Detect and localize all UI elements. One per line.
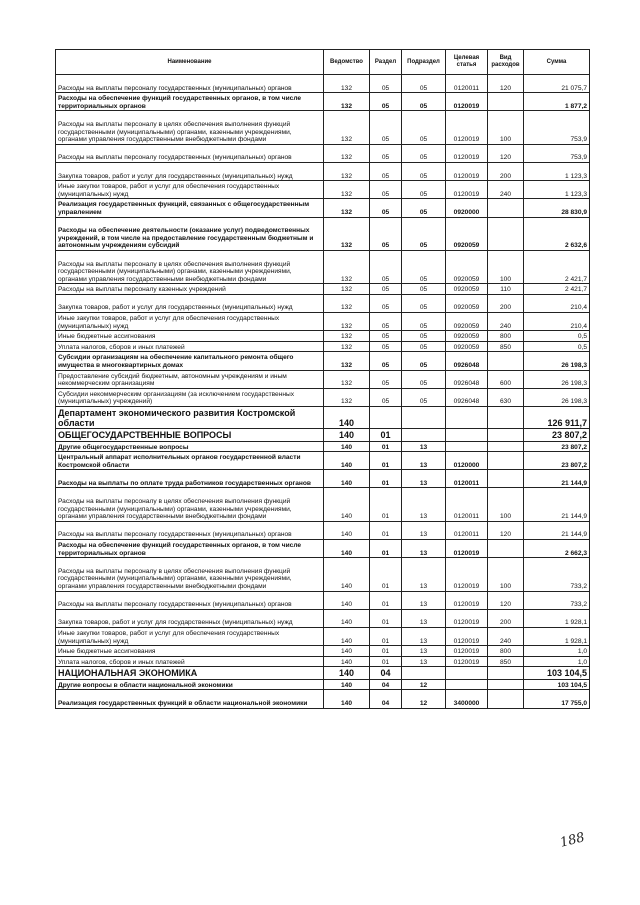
- cell-type: 850: [488, 341, 524, 352]
- cell-target: 3400000: [446, 690, 488, 708]
- cell-section: 01: [370, 646, 402, 657]
- cell-section: 05: [370, 75, 402, 93]
- header-type: Вид расходов: [488, 50, 524, 75]
- cell-dept: 132: [324, 331, 370, 342]
- cell-name: Закупка товаров, работ и услуг для государственных (муниципальных) нужд: [56, 294, 324, 312]
- cell-section: 05: [370, 181, 402, 199]
- cell-sum: 21 144,9: [524, 488, 590, 521]
- cell-name: Субсидии организациям на обеспечение капитального ремонта общего имущества в многоквартирных домах: [56, 352, 324, 370]
- cell-sum: 126 911,7: [524, 407, 590, 429]
- table-row: [56, 690, 590, 708]
- header-sum: Сумма: [524, 50, 590, 75]
- cell-type: [488, 540, 524, 558]
- cell-dept: 140: [324, 609, 370, 627]
- cell-target: 0120019: [446, 558, 488, 591]
- cell-target: 0120019: [446, 162, 488, 180]
- cell-dept: 132: [324, 313, 370, 331]
- cell-name: Закупка товаров, работ и услуг для государственных (муниципальных) нужд: [56, 162, 324, 180]
- table-row: [56, 441, 590, 452]
- cell-type: 100: [488, 250, 524, 283]
- cell-dept: 140: [324, 656, 370, 667]
- cell-type: [488, 690, 524, 708]
- cell-dept: 140: [324, 558, 370, 591]
- budget-document: [55, 49, 590, 709]
- cell-sum: 26 198,3: [524, 352, 590, 370]
- cell-subsection: 13: [402, 470, 446, 488]
- cell-subsection: 05: [402, 199, 446, 217]
- cell-sum: 103 104,5: [524, 679, 590, 690]
- cell-type: [488, 407, 524, 429]
- cell-target: 0926048: [446, 388, 488, 406]
- table-row: [56, 628, 590, 646]
- cell-sum: 26 198,3: [524, 388, 590, 406]
- cell-section: 01: [370, 591, 402, 609]
- cell-section: 04: [370, 667, 402, 680]
- cell-dept: 140: [324, 429, 370, 442]
- cell-target: 0920059: [446, 284, 488, 295]
- cell-section: 05: [370, 93, 402, 111]
- table-row: [56, 341, 590, 352]
- header-dept: Ведомство: [324, 50, 370, 75]
- cell-target: 0920059: [446, 341, 488, 352]
- table-row: [56, 470, 590, 488]
- table-row: [56, 352, 590, 370]
- cell-section: 01: [370, 656, 402, 667]
- cell-section: 05: [370, 250, 402, 283]
- cell-name: Другие вопросы в области национальной экономики: [56, 679, 324, 690]
- cell-type: [488, 352, 524, 370]
- table-row: [56, 313, 590, 331]
- cell-type: [488, 217, 524, 250]
- cell-name: Реализация государственных функций в области национальной экономики: [56, 690, 324, 708]
- cell-subsection: 05: [402, 250, 446, 283]
- cell-sum: 28 830,9: [524, 199, 590, 217]
- cell-subsection: 13: [402, 488, 446, 521]
- cell-name: Расходы на обеспечение деятельности (оказание услуг) подведомственных учреждений, в том числе на предоставление государственным бюджетным и автономным учреждениям субсидий: [56, 217, 324, 250]
- cell-sum: 753,9: [524, 144, 590, 162]
- cell-subsection: 13: [402, 656, 446, 667]
- cell-dept: 132: [324, 199, 370, 217]
- cell-name: Другие общегосударственные вопросы: [56, 441, 324, 452]
- cell-subsection: 13: [402, 441, 446, 452]
- header-name: Наименование: [56, 50, 324, 75]
- cell-name: Иные закупки товаров, работ и услуг для обеспечения государственных (муниципальных) нужд: [56, 181, 324, 199]
- cell-subsection: 05: [402, 162, 446, 180]
- cell-dept: 140: [324, 452, 370, 470]
- cell-type: [488, 470, 524, 488]
- table-row: [56, 591, 590, 609]
- table-row: [56, 407, 590, 429]
- table-row: [56, 294, 590, 312]
- cell-type: [488, 429, 524, 442]
- table-row: [56, 111, 590, 144]
- cell-sum: 23 807,2: [524, 452, 590, 470]
- cell-type: 120: [488, 144, 524, 162]
- table-row: [56, 199, 590, 217]
- cell-name: Расходы на обеспечение функций государственных органов, в том числе территориальных органов: [56, 540, 324, 558]
- cell-name: Предоставление субсидий бюджетным, автономным учреждениям и иным некоммерческим организациям: [56, 370, 324, 388]
- cell-subsection: 13: [402, 609, 446, 627]
- cell-section: 01: [370, 609, 402, 627]
- cell-sum: 103 104,5: [524, 667, 590, 680]
- cell-section: 05: [370, 199, 402, 217]
- cell-subsection: [402, 407, 446, 429]
- table-row: [56, 679, 590, 690]
- cell-name: Иные бюджетные ассигнования: [56, 646, 324, 657]
- cell-section: 01: [370, 452, 402, 470]
- cell-subsection: 05: [402, 93, 446, 111]
- cell-name: Расходы на обеспечение функций государственных органов, в том числе территориальных органов: [56, 93, 324, 111]
- cell-name: Расходы на выплаты персоналу в целях обеспечения выполнения функций государственными (муниципальными) органами, казенными учреждениями, органами управления государственными внебюджетными фондами: [56, 111, 324, 144]
- table-row: [56, 558, 590, 591]
- cell-subsection: 05: [402, 144, 446, 162]
- cell-target: 0120019: [446, 144, 488, 162]
- cell-subsection: 05: [402, 284, 446, 295]
- cell-type: 600: [488, 370, 524, 388]
- cell-subsection: 13: [402, 646, 446, 657]
- cell-target: 0120019: [446, 111, 488, 144]
- cell-section: 01: [370, 540, 402, 558]
- cell-dept: 140: [324, 690, 370, 708]
- cell-target: 0120019: [446, 609, 488, 627]
- cell-target: 0120019: [446, 591, 488, 609]
- cell-dept: 140: [324, 628, 370, 646]
- cell-name: НАЦИОНАЛЬНАЯ ЭКОНОМИКА: [56, 667, 324, 680]
- cell-target: 0920059: [446, 217, 488, 250]
- cell-type: 200: [488, 609, 524, 627]
- cell-name: Центральный аппарат исполнительных органов государственной власти Костромской области: [56, 452, 324, 470]
- cell-dept: 132: [324, 181, 370, 199]
- table-row: [56, 217, 590, 250]
- cell-name: Расходы на выплаты персоналу государственных (муниципальных) органов: [56, 75, 324, 93]
- cell-dept: 140: [324, 540, 370, 558]
- budget-table: [55, 49, 590, 709]
- table-row: [56, 93, 590, 111]
- cell-type: 240: [488, 628, 524, 646]
- cell-section: 04: [370, 690, 402, 708]
- cell-dept: 132: [324, 294, 370, 312]
- cell-section: 05: [370, 284, 402, 295]
- cell-target: [446, 441, 488, 452]
- cell-subsection: 05: [402, 352, 446, 370]
- cell-subsection: [402, 667, 446, 680]
- cell-section: 05: [370, 370, 402, 388]
- cell-name: Иные бюджетные ассигнования: [56, 331, 324, 342]
- cell-subsection: 13: [402, 521, 446, 539]
- table-row: [56, 488, 590, 521]
- cell-subsection: 13: [402, 452, 446, 470]
- cell-type: 800: [488, 331, 524, 342]
- cell-target: [446, 667, 488, 680]
- table-row: [56, 331, 590, 342]
- cell-name: Реализация государственных функций, связанных с общегосударственным управлением: [56, 199, 324, 217]
- cell-target: 0120019: [446, 181, 488, 199]
- cell-dept: 132: [324, 217, 370, 250]
- table-row: [56, 609, 590, 627]
- cell-target: 0920059: [446, 294, 488, 312]
- cell-subsection: 05: [402, 217, 446, 250]
- cell-section: 05: [370, 144, 402, 162]
- cell-section: 01: [370, 488, 402, 521]
- cell-section: 01: [370, 628, 402, 646]
- cell-sum: 0,5: [524, 331, 590, 342]
- cell-subsection: 05: [402, 294, 446, 312]
- cell-target: 0920000: [446, 199, 488, 217]
- cell-sum: 0,5: [524, 341, 590, 352]
- table-row: [56, 284, 590, 295]
- cell-section: [370, 407, 402, 429]
- cell-type: [488, 199, 524, 217]
- cell-dept: 132: [324, 144, 370, 162]
- cell-dept: 140: [324, 591, 370, 609]
- table-row: [56, 75, 590, 93]
- cell-type: [488, 679, 524, 690]
- cell-dept: 140: [324, 441, 370, 452]
- cell-name: Расходы на выплаты персоналу в целях обеспечения выполнения функций государственными (муниципальными) органами, казенными учреждениями, органами управления государственными внебюджетными фондами: [56, 488, 324, 521]
- cell-type: 100: [488, 111, 524, 144]
- cell-section: 05: [370, 111, 402, 144]
- cell-sum: 23 807,2: [524, 441, 590, 452]
- cell-dept: 132: [324, 370, 370, 388]
- cell-name: Расходы на выплаты персоналу государственных (муниципальных) органов: [56, 591, 324, 609]
- cell-sum: 210,4: [524, 294, 590, 312]
- cell-dept: 132: [324, 162, 370, 180]
- cell-name: Расходы на выплаты персоналу государственных (муниципальных) органов: [56, 144, 324, 162]
- cell-type: [488, 452, 524, 470]
- cell-sum: 753,9: [524, 111, 590, 144]
- cell-dept: 140: [324, 521, 370, 539]
- cell-subsection: 05: [402, 388, 446, 406]
- cell-subsection: 13: [402, 558, 446, 591]
- cell-name: Департамент экономического развития Костромской области: [56, 407, 324, 429]
- cell-type: 200: [488, 162, 524, 180]
- cell-target: 0120011: [446, 488, 488, 521]
- table-row: [56, 388, 590, 406]
- cell-sum: 733,2: [524, 558, 590, 591]
- cell-target: 0926048: [446, 370, 488, 388]
- cell-sum: 1 123,3: [524, 181, 590, 199]
- cell-target: 0120011: [446, 521, 488, 539]
- cell-sum: 21 144,9: [524, 470, 590, 488]
- cell-dept: 132: [324, 341, 370, 352]
- cell-subsection: 05: [402, 331, 446, 342]
- cell-type: 120: [488, 75, 524, 93]
- cell-sum: 17 755,0: [524, 690, 590, 708]
- cell-subsection: 05: [402, 111, 446, 144]
- handwritten-page-number: 188: [558, 830, 587, 851]
- cell-type: 110: [488, 284, 524, 295]
- table-row: [56, 250, 590, 283]
- cell-subsection: 13: [402, 591, 446, 609]
- cell-section: 01: [370, 470, 402, 488]
- cell-subsection: 05: [402, 313, 446, 331]
- cell-type: [488, 667, 524, 680]
- cell-sum: 21 075,7: [524, 75, 590, 93]
- cell-sum: 1,0: [524, 656, 590, 667]
- cell-dept: 140: [324, 488, 370, 521]
- cell-subsection: 05: [402, 75, 446, 93]
- cell-section: 01: [370, 441, 402, 452]
- cell-type: 100: [488, 558, 524, 591]
- cell-target: 0120000: [446, 452, 488, 470]
- cell-dept: 140: [324, 667, 370, 680]
- cell-name: ОБЩЕГОСУДАРСТВЕННЫЕ ВОПРОСЫ: [56, 429, 324, 442]
- cell-target: 0120011: [446, 75, 488, 93]
- cell-dept: 132: [324, 284, 370, 295]
- cell-name: Уплата налогов, сборов и иных платежей: [56, 341, 324, 352]
- table-row: [56, 656, 590, 667]
- cell-target: 0120019: [446, 646, 488, 657]
- cell-sum: 1 877,2: [524, 93, 590, 111]
- header-subsection: Подраздел: [402, 50, 446, 75]
- cell-name: Субсидии некоммерческим организациям (за исключением государственных (муниципальных) учреждений): [56, 388, 324, 406]
- cell-subsection: 05: [402, 370, 446, 388]
- cell-subsection: 12: [402, 690, 446, 708]
- table-row: [56, 429, 590, 442]
- cell-type: [488, 441, 524, 452]
- cell-sum: 733,2: [524, 591, 590, 609]
- table-row: [56, 452, 590, 470]
- cell-sum: 21 144,9: [524, 521, 590, 539]
- cell-subsection: 13: [402, 628, 446, 646]
- cell-subsection: 12: [402, 679, 446, 690]
- cell-section: 05: [370, 331, 402, 342]
- cell-target: 0120019: [446, 628, 488, 646]
- cell-target: 0926048: [446, 352, 488, 370]
- cell-section: 05: [370, 313, 402, 331]
- cell-sum: 1 123,3: [524, 162, 590, 180]
- cell-name: Расходы на выплаты по оплате труда работников государственных органов: [56, 470, 324, 488]
- cell-dept: 140: [324, 646, 370, 657]
- cell-target: [446, 429, 488, 442]
- cell-dept: 132: [324, 111, 370, 144]
- cell-sum: 2 421,7: [524, 284, 590, 295]
- cell-section: 05: [370, 388, 402, 406]
- table-header: [56, 50, 590, 75]
- table-row: [56, 521, 590, 539]
- cell-target: 0920059: [446, 331, 488, 342]
- cell-name: Расходы на выплаты персоналу казенных учреждений: [56, 284, 324, 295]
- cell-dept: 140: [324, 679, 370, 690]
- cell-sum: 1 928,1: [524, 628, 590, 646]
- header-target: Целевая статья: [446, 50, 488, 75]
- cell-dept: 132: [324, 250, 370, 283]
- cell-dept: 140: [324, 470, 370, 488]
- cell-section: 05: [370, 162, 402, 180]
- cell-type: 240: [488, 181, 524, 199]
- cell-type: 240: [488, 313, 524, 331]
- cell-target: [446, 407, 488, 429]
- cell-target: 0120019: [446, 93, 488, 111]
- cell-name: Иные закупки товаров, работ и услуг для обеспечения государственных (муниципальных) нужд: [56, 628, 324, 646]
- cell-type: 100: [488, 488, 524, 521]
- cell-section: 05: [370, 217, 402, 250]
- cell-sum: 1 928,1: [524, 609, 590, 627]
- cell-sum: 2 662,3: [524, 540, 590, 558]
- table-row: [56, 144, 590, 162]
- cell-subsection: 13: [402, 540, 446, 558]
- cell-section: 01: [370, 521, 402, 539]
- cell-section: 05: [370, 352, 402, 370]
- cell-sum: 26 198,3: [524, 370, 590, 388]
- table-row: [56, 667, 590, 680]
- cell-subsection: 05: [402, 181, 446, 199]
- cell-name: Закупка товаров, работ и услуг для государственных (муниципальных) нужд: [56, 609, 324, 627]
- cell-sum: 1,0: [524, 646, 590, 657]
- cell-type: 800: [488, 646, 524, 657]
- cell-dept: 132: [324, 75, 370, 93]
- cell-target: 0920059: [446, 250, 488, 283]
- cell-target: 0120011: [446, 470, 488, 488]
- cell-type: 850: [488, 656, 524, 667]
- cell-section: 05: [370, 341, 402, 352]
- cell-name: Расходы на выплаты персоналу в целях обеспечения выполнения функций государственными (муниципальными) органами, казенными учреждениями, органами управления государственными внебюджетными фондами: [56, 558, 324, 591]
- cell-dept: 132: [324, 352, 370, 370]
- cell-target: [446, 679, 488, 690]
- cell-target: 0120019: [446, 656, 488, 667]
- table-row: [56, 181, 590, 199]
- table-row: [56, 540, 590, 558]
- cell-dept: 140: [324, 407, 370, 429]
- cell-target: 0120019: [446, 540, 488, 558]
- cell-section: 01: [370, 558, 402, 591]
- cell-subsection: 05: [402, 341, 446, 352]
- cell-type: 630: [488, 388, 524, 406]
- cell-dept: 132: [324, 388, 370, 406]
- cell-type: 120: [488, 521, 524, 539]
- cell-section: 05: [370, 294, 402, 312]
- cell-target: 0920059: [446, 313, 488, 331]
- cell-subsection: [402, 429, 446, 442]
- table-body: [56, 75, 590, 709]
- header-section: Раздел: [370, 50, 402, 75]
- cell-type: 200: [488, 294, 524, 312]
- cell-name: Расходы на выплаты персоналу государственных (муниципальных) органов: [56, 521, 324, 539]
- table-row: [56, 646, 590, 657]
- cell-sum: 2 421,7: [524, 250, 590, 283]
- cell-name: Уплата налогов, сборов и иных платежей: [56, 656, 324, 667]
- cell-dept: 132: [324, 93, 370, 111]
- cell-section: 01: [370, 429, 402, 442]
- cell-sum: 23 807,2: [524, 429, 590, 442]
- cell-sum: 2 632,6: [524, 217, 590, 250]
- cell-type: 120: [488, 591, 524, 609]
- cell-name: Иные закупки товаров, работ и услуг для обеспечения государственных (муниципальных) нужд: [56, 313, 324, 331]
- cell-section: 04: [370, 679, 402, 690]
- table-row: [56, 370, 590, 388]
- cell-sum: 210,4: [524, 313, 590, 331]
- table-row: [56, 162, 590, 180]
- cell-type: [488, 93, 524, 111]
- cell-name: Расходы на выплаты персоналу в целях обеспечения выполнения функций государственными (муниципальными) органами, казенными учреждениями, органами управления государственными внебюджетными фондами: [56, 250, 324, 283]
